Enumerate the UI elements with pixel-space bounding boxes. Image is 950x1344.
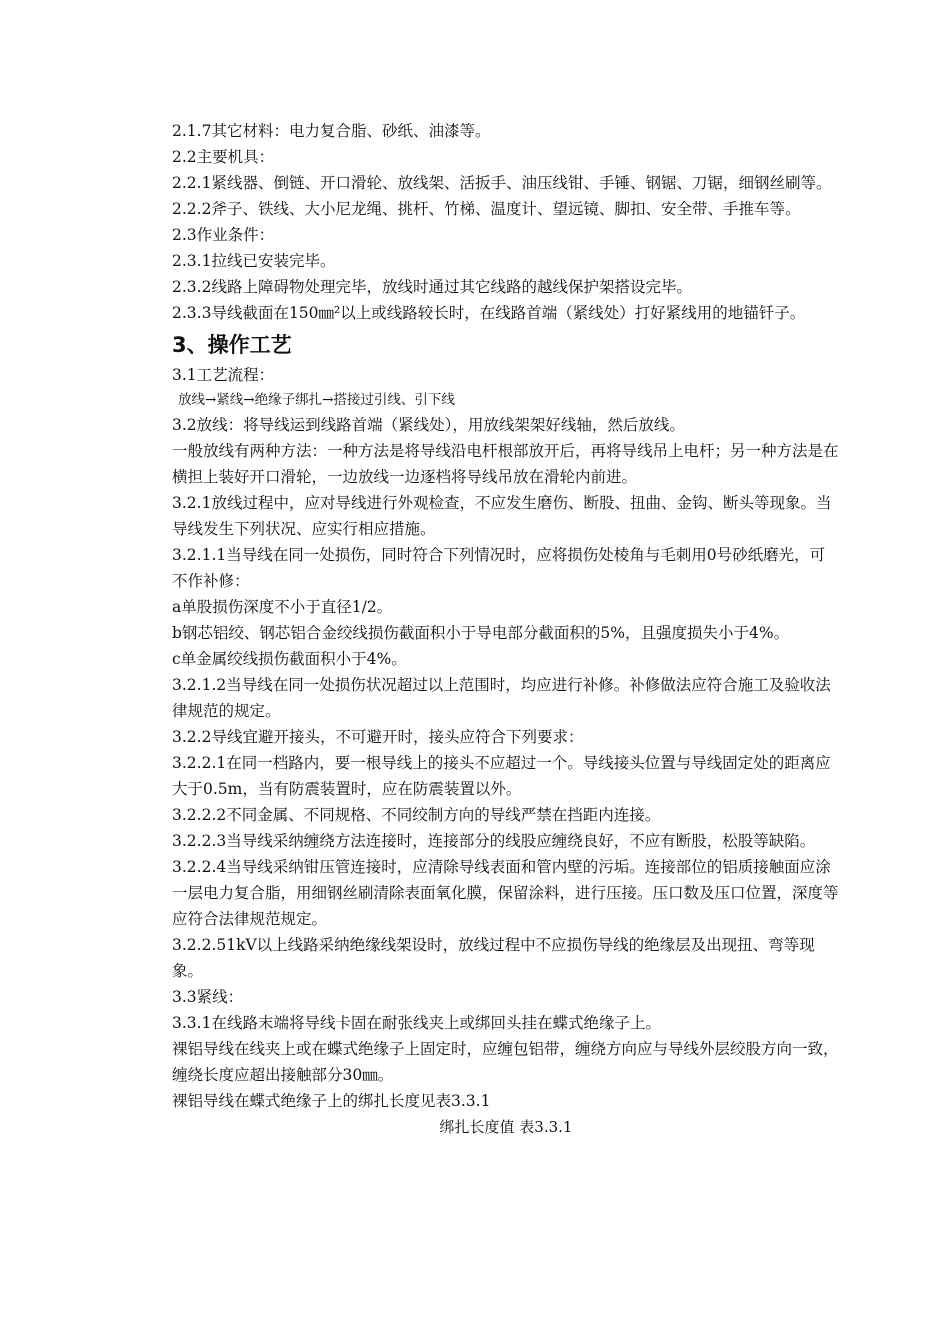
- paragraph: c单金属绞线损伤截面积小于4%。: [172, 650, 407, 668]
- paragraph: 2.1.7其它材料：电力复合脂、砂纸、油漆等。: [172, 122, 491, 140]
- paragraph: 3.2.2.4当导线采纳钳压管连接时，应清除导线表面和管内壁的污垢。连接部位的铝质接触面应涂一层电力复合脂，用细钢丝刷清除表面氧化膜，保留涂料，进行压接。压口数及压口位置，深度等应符合法律规范规定。: [172, 858, 839, 928]
- paragraph: 3.2.1.2当导线在同一处损伤状况超过以上范围时，均应进行补修。补修做法应符合施工及验收法律规范的规定。: [172, 676, 831, 720]
- paragraph: 2.3.2线路上障碍物处理完毕，放线时通过其它线路的越线保护架搭设完毕。: [172, 278, 692, 296]
- paragraph: 3.2.2.51kV以上线路采纳绝缘线架设时，放线过程中不应损伤导线的绝缘层及出现扭、弯等现象。: [172, 936, 815, 980]
- paragraph: 3.2.2导线宜避开接头，不可避开时，接头应符合下列要求：: [172, 728, 584, 746]
- paragraph: 3.2放线：将导线运到线路首端（紧线处），用放线架架好线轴，然后放线。: [172, 416, 685, 434]
- paragraph: 2.3.1拉线已安装完毕。: [172, 252, 336, 270]
- paragraph: 3.2.1.1当导线在同一处损伤，同时符合下列情况时，应将损伤处棱角与毛刺用0号砂纸磨光，可不作补修：: [172, 546, 826, 590]
- paragraph: b钢芯铝绞、钢芯铝合金绞线损伤截面积小于导电部分截面积的5%，且强度损失小于4%。: [172, 624, 790, 642]
- paragraph: 裸铝导线在线夹上或在蝶式绝缘子上固定时，应缠包铝带，缠绕方向应与导线外层绞股方向一致，缠绕长度应超出接触部分30㎜。: [172, 1040, 839, 1084]
- process-flow: 放线→紧线→绝缘子绑扎→搭接过引线、引下线: [178, 392, 455, 408]
- paragraph: 3.3.1在线路末端将导线卡固在耐张线夹上或绑回头挂在蝶式绝缘子上。: [172, 1014, 661, 1032]
- paragraph: 2.2主要机具：: [172, 148, 275, 166]
- paragraph: 一般放线有两种方法：一种方法是将导线沿电杆根部放开后，再将导线吊上电杆；另一种方法是在横担上装好开口滑轮，一边放线一边逐档将导线吊放在滑轮内前进。: [172, 442, 839, 486]
- paragraph: 2.2.1紧线器、倒链、开口滑轮、放线架、活扳手、油压线钳、手锤、钢锯、刀锯，细钢丝刷等。: [172, 174, 832, 192]
- process-label: 3.1工艺流程：: [172, 366, 275, 384]
- paragraph: 3.2.2.2不同金属、不同规格、不同绞制方向的导线严禁在挡距内连接。: [172, 806, 661, 824]
- section-heading: 3、操作工艺: [172, 333, 292, 357]
- paragraph: 2.3作业条件：: [172, 226, 275, 244]
- paragraph: 3.2.2.3当导线采纳缠绕方法连接时，连接部分的线股应缠绕良好，不应有断股，松股等缺陷。: [172, 832, 816, 850]
- paragraph: 3.2.1放线过程中，应对导线进行外观检查，不应发生磨伤、断股、扭曲、金钩、断头等现象。当导线发生下列状况、应实行相应措施。: [172, 494, 832, 538]
- paragraph: a单股损伤深度不小于直径1/2。: [172, 598, 393, 616]
- paragraph: 2.3.3导线截面在150㎜²以上或线路较长时，在线路首端（紧线处）打好紧线用的地锚钎子。: [172, 304, 806, 322]
- paragraph: 3.2.2.1在同一档路内，要一根导线上的接头不应超过一个。导线接头位置与导线固定处的距离应大于0.5m，当有防震装置时，应在防震装置以外。: [172, 754, 831, 798]
- paragraph: 裸铝导线在蝶式绝缘子上的绑扎长度见表3.3.1: [172, 1092, 491, 1110]
- document-page: [172, 118, 840, 1140]
- paragraph: 2.2.2斧子、铁线、大小尼龙绳、挑杆、竹梯、温度计、望远镜、脚扣、安全带、手推车等。: [172, 200, 801, 218]
- table-caption: 绑扎长度值 表3.3.1: [439, 1118, 573, 1136]
- paragraph: 3.3紧线：: [172, 988, 244, 1006]
